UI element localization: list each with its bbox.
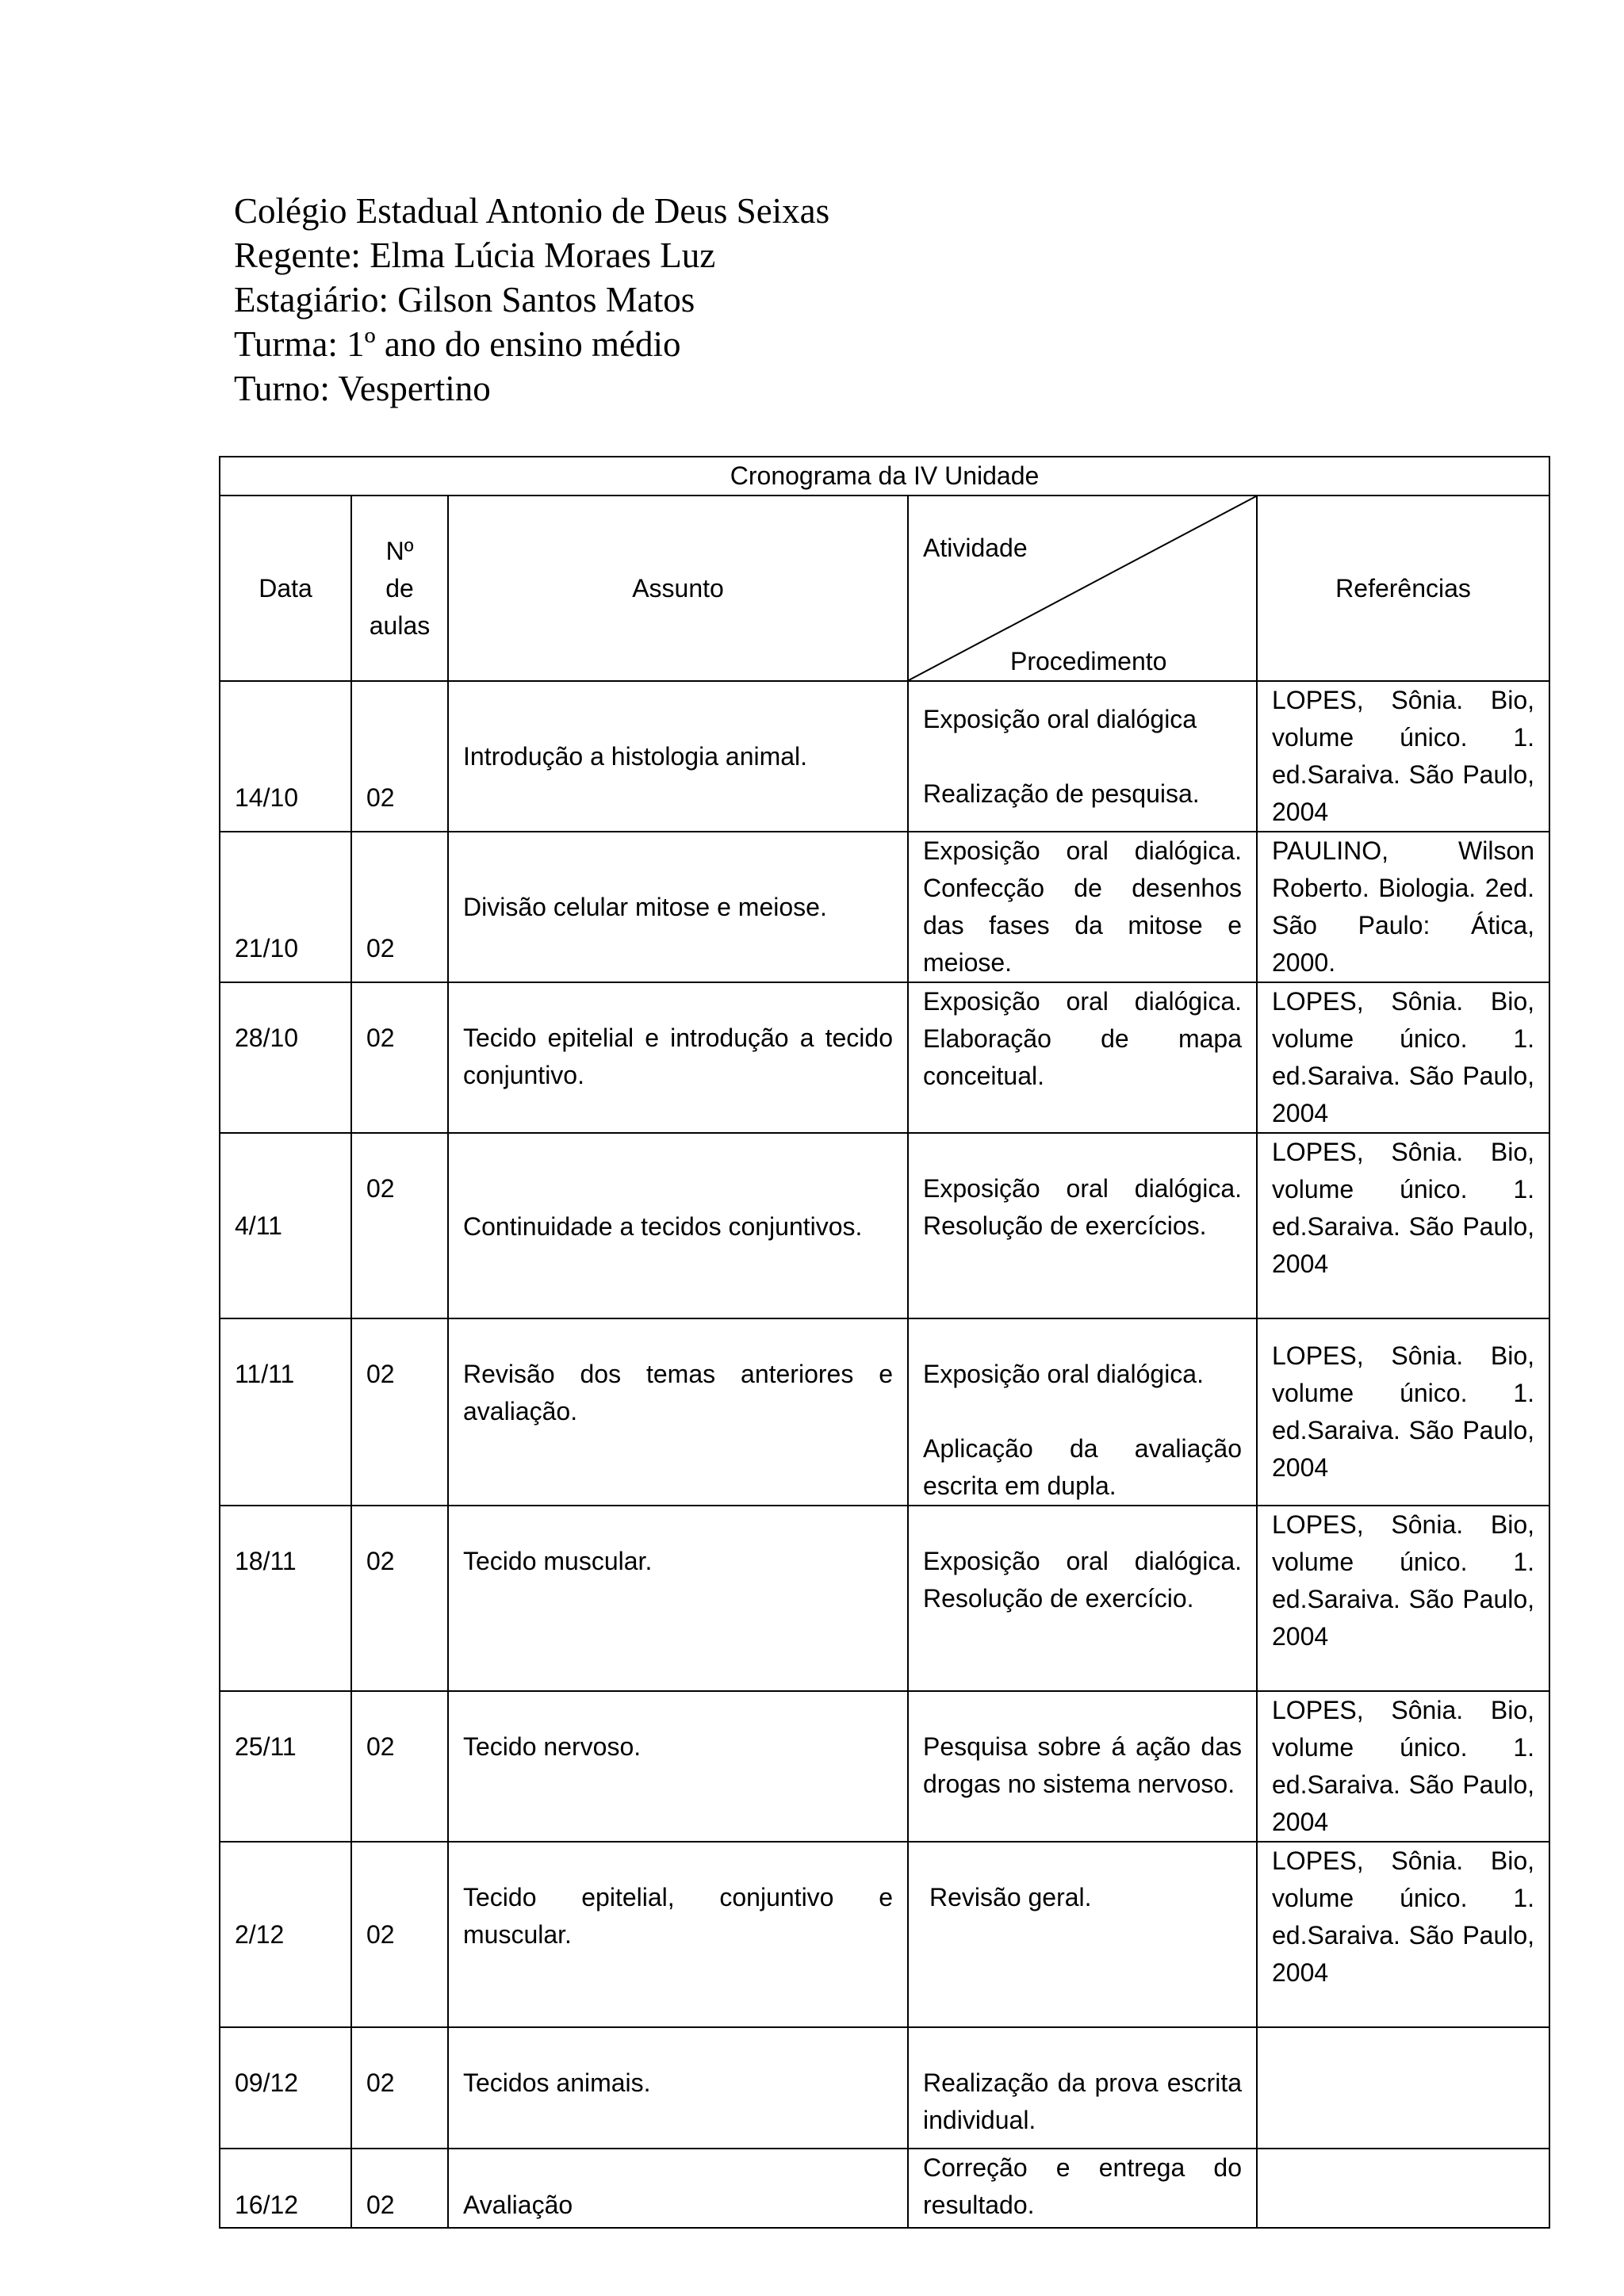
row-aulas: 02: [351, 1842, 448, 2027]
document-header: [234, 189, 829, 411]
procedure-line: Pesquisa sobre á ação das drogas no sistema nervoso.: [923, 1732, 1242, 1798]
row-aulas: 02: [351, 832, 448, 982]
row-data: 16/12: [220, 2149, 351, 2228]
row-referencias: LOPES, Sônia. Bio, volume único. 1. ed.Saraiva. São Paulo, 2004: [1257, 1691, 1549, 1842]
row-referencias: LOPES, Sônia. Bio, volume único. 1. ed.Saraiva. São Paulo, 2004: [1257, 1133, 1549, 1318]
row-data: 4/11: [220, 1133, 351, 1318]
row-aulas: 02: [351, 982, 448, 1133]
row-data: 09/12: [220, 2027, 351, 2149]
turma-line: Turma: 1º ano do ensino médio: [234, 324, 681, 364]
row-referencias: PAULINO, Wilson Roberto. Biologia. 2ed. São Paulo: Ática, 2000.: [1257, 832, 1549, 982]
row-referencias: LOPES, Sônia. Bio, volume único. 1. ed.Saraiva. São Paulo, 2004: [1257, 681, 1549, 832]
procedure-line: Realização da prova escrita individual.: [923, 2068, 1242, 2134]
row-procedimento: [908, 681, 1257, 832]
table-row: [220, 1842, 1549, 2027]
table-row: [220, 1133, 1549, 1318]
procedure-line: Exposição oral dialógica.: [923, 1360, 1204, 1388]
table-row: [220, 1691, 1549, 1842]
header-assunto: Assunto: [448, 496, 908, 681]
row-assunto: Avaliação: [448, 2149, 908, 2228]
turno-line: Turno: Vespertino: [234, 369, 491, 408]
row-assunto: Continuidade a tecidos conjuntivos.: [448, 1133, 908, 1318]
row-referencias: LOPES, Sônia. Bio, volume único. 1. ed.Saraiva. São Paulo, 2004: [1257, 982, 1549, 1133]
row-data: 2/12: [220, 1842, 351, 2027]
table-row: [220, 832, 1549, 982]
regente-line: Regente: Elma Lúcia Moraes Luz: [234, 235, 716, 275]
row-data: 11/11: [220, 1318, 351, 1506]
row-procedimento: [908, 2027, 1257, 2149]
row-procedimento: [908, 1506, 1257, 1691]
row-assunto: Divisão celular mitose e meiose.: [448, 832, 908, 982]
row-data: 14/10: [220, 681, 351, 832]
procedure-line: Correção e entrega do resultado.: [923, 2153, 1242, 2219]
procedure-line: Revisão geral.: [929, 1883, 1092, 1911]
row-procedimento: [908, 1842, 1257, 2027]
row-procedimento: [908, 1691, 1257, 1842]
procedure-line: Realização de pesquisa.: [923, 779, 1200, 808]
row-procedimento: [908, 982, 1257, 1133]
row-assunto: Tecido epitelial, conjuntivo e muscular.: [448, 1842, 908, 2027]
schedule-table: [219, 456, 1550, 2229]
header-aulas-line: Nº: [385, 536, 414, 565]
row-procedimento: [908, 832, 1257, 982]
row-aulas: 02: [351, 2149, 448, 2228]
procedure-line: Aplicação da avaliação escrita em dupla.: [923, 1434, 1242, 1500]
header-referencias: Referências: [1257, 496, 1549, 681]
row-assunto: Tecido nervoso.: [448, 1691, 908, 1842]
table-row: [220, 982, 1549, 1133]
row-aulas: 02: [351, 1691, 448, 1842]
header-aulas: [351, 496, 448, 681]
table-row: [220, 681, 1549, 832]
row-procedimento: [908, 1318, 1257, 1506]
table-title: Cronograma da IV Unidade: [220, 457, 1549, 496]
table-row: [220, 1506, 1549, 1691]
header-procedimento: Procedimento: [1010, 647, 1167, 675]
header-atividade: Atividade: [923, 534, 1028, 562]
row-referencias: [1257, 2149, 1549, 2228]
row-aulas: 02: [351, 1506, 448, 1691]
procedure-line: Exposição oral dialógica: [923, 704, 1197, 733]
row-referencias: LOPES, Sônia. Bio, volume único. 1. ed.Saraiva. São Paulo, 2004: [1257, 1318, 1549, 1506]
row-assunto: Tecido epitelial e introdução a tecido conjuntivo.: [448, 982, 908, 1133]
procedure-line: Exposição oral dialógica. Confecção de desenhos das fases da mitose e meiose.: [923, 836, 1242, 977]
row-data: 21/10: [220, 832, 351, 982]
row-aulas: 02: [351, 681, 448, 832]
row-assunto: Introdução a histologia animal.: [448, 681, 908, 832]
row-referencias: [1257, 2027, 1549, 2149]
row-procedimento: [908, 1133, 1257, 1318]
procedure-line: Exposição oral dialógica. Resolução de exercício.: [923, 1547, 1242, 1613]
row-aulas: 02: [351, 1133, 448, 1318]
header-atividade-procedimento: [908, 496, 1257, 681]
row-procedimento: [908, 2149, 1257, 2228]
procedure-line: Exposição oral dialógica. Resolução de exercícios.: [923, 1174, 1242, 1240]
row-assunto: Tecidos animais.: [448, 2027, 908, 2149]
table-row: [220, 2027, 1549, 2149]
table-row: [220, 1318, 1549, 1506]
row-data: 25/11: [220, 1691, 351, 1842]
header-aulas-line: aulas: [369, 610, 431, 640]
row-assunto: Revisão dos temas anteriores e avaliação.: [448, 1318, 908, 1506]
row-assunto: Tecido muscular.: [448, 1506, 908, 1691]
school-name: Colégio Estadual Antonio de Deus Seixas: [234, 191, 830, 231]
header-aulas-line: de: [385, 573, 414, 603]
row-data: 28/10: [220, 982, 351, 1133]
row-referencias: LOPES, Sônia. Bio, volume único. 1. ed.Saraiva. São Paulo, 2004: [1257, 1506, 1549, 1691]
procedure-line: Exposição oral dialógica. Elaboração de mapa conceitual.: [923, 987, 1242, 1090]
header-data: Data: [220, 496, 351, 681]
estagiario-line: Estagiário: Gilson Santos Matos: [234, 280, 695, 320]
row-data: 18/11: [220, 1506, 351, 1691]
table-row: [220, 2149, 1549, 2228]
row-aulas: 02: [351, 1318, 448, 1506]
row-referencias: LOPES, Sônia. Bio, volume único. 1. ed.Saraiva. São Paulo, 2004: [1257, 1842, 1549, 2027]
row-aulas: 02: [351, 2027, 448, 2149]
